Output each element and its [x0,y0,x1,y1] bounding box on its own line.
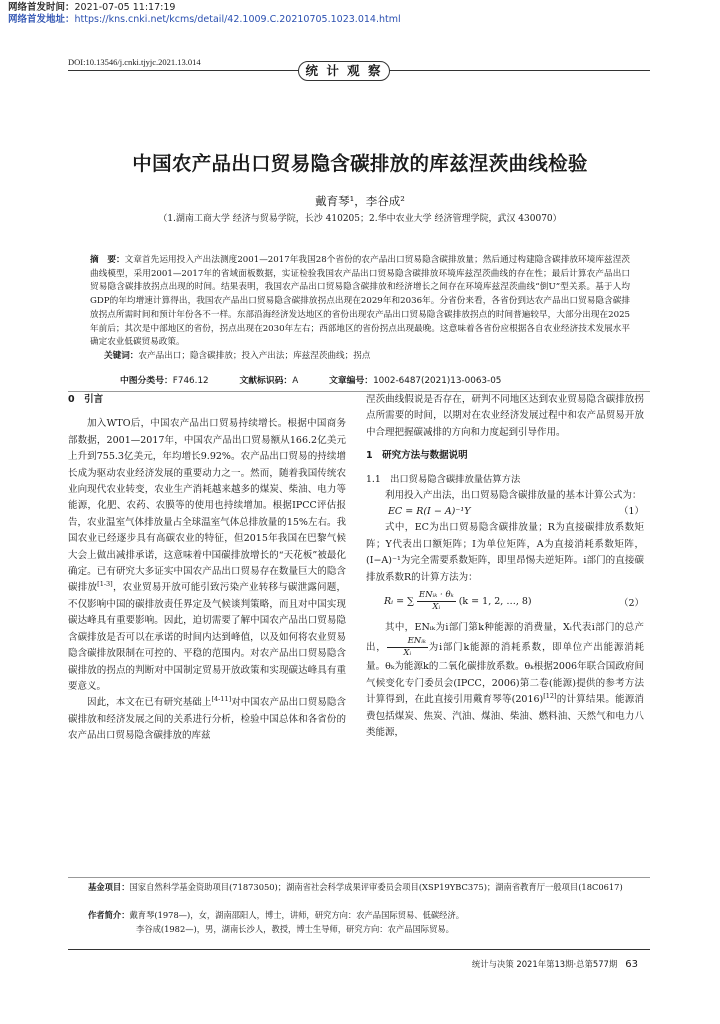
keywords [90,350,630,364]
equation-2-denominator: Xᵢ [432,602,441,613]
keywords-text: 农产品出口；隐含碳排放；投入产出法；库兹涅茨曲线；拐点 [138,350,371,361]
abstract-text: 文章首先运用投入产出法测度2001—2017年我国28个省份的农产品出口贸易隐含碳排放量；然后通过构建隐含碳排放环境库兹涅茨曲线模型，采用2001—2017年的省域面板数据，实证检验我国农产品出口贸易隐含碳排放环境库兹涅茨曲线的存在性；最后计算农产品出口贸易隐含碳排放拐点出现的时间。结果表明，我国农产品出口贸易隐含碳排放和经济增长之间存在环境库兹涅茨曲线“倒U”型关系。基于人均GDP的年均增速计算得出，我国农产品出口贸易隐含碳排放拐点出现在2029年和2036年。分省份来看，各省份到达农产品出口贸易隐含碳排放拐点所需时间和预计年份各不一样。东部沿海经济发达地区的省份出现农产品出口贸易隐含碳排放拐点的时间普遍较早，大部分出现在2025年前后；其次是中部地区的省份，拐点出现在2030年左右；西部地区的省份拐点出现最晚。这意味着各省份应根据各自农业经济技术发展水平确定农业低碳贸易政策。 [90,255,630,348]
publish-time-value: 2021-07-05 11:17:19 [74,2,176,13]
classification-line [120,373,509,386]
citation: [4-11] [211,695,232,704]
fund-footnote [88,880,648,894]
intro-p2-end: 对中国农产品出口贸易隐含碳排放和经济发展之间的关系进行分析，检验中国总体和各省份的农产品出口贸易隐含碳排放的库兹 [68,697,346,742]
article-no-value: 1002-6487(2021)13-0063-05 [373,376,502,386]
equation-2-range: (k = 1, 2, …, 8) [458,596,532,608]
method-p3-a: 其中，ENᵢₖ为i部门第k种能源的消费量，Xᵢ代表i部门的总产出， [366,622,644,654]
method-paragraph-3 [366,620,644,741]
fund-label: 基金项目： [88,882,130,892]
doc-code-value: A [292,376,299,386]
equation-2-expr [384,590,532,613]
inline-fraction-numerator: ENᵢₖ [387,636,428,648]
citation: [1-3] [97,580,113,589]
inline-fraction-denominator: Xᵢ [403,648,412,659]
author-2-bio: 李谷成(1982—)，男，湖南长沙人，教授，博士生导师，研究方向：农产品国际贸易。 [136,924,454,934]
equation-2-number: （2） [618,598,644,610]
method-paragraph-1: 利用投入产出法，出口贸易隐含碳排放量的基本计算公式为： [385,490,642,502]
keywords-label: 关键词： [104,350,139,361]
article-title: 中国农产品出口贸易隐含碳排放的库兹涅茨曲线检验 [132,152,588,175]
abstract-label: 摘 要： [90,255,125,265]
intro-paragraph-2 [68,695,346,744]
article-no-label: 文章编号： [329,376,374,386]
column-tag: 统 计 观 察 [298,61,390,81]
doi: DOI:10.13546/j.cnki.tjyjc.2021.13.014 [68,57,201,67]
article-affiliations: （1.湖南工商大学 经济与贸易学院，长沙 410205；2.华中农业大学 经济管理学院，武汉 430070） [158,214,562,224]
section-1-heading: 1 研究方法与数据说明 [366,450,468,462]
publish-time-label: 网络首发时间： [8,2,75,13]
doc-code-label: 文献标识码： [239,376,293,386]
right-column [366,392,644,742]
method-p3-b: 为i部门k能源的消耗系数，即单位产出能源消耗量。θₖ为能源k的二氧化碳排放系数。θₖ根据2006年联合国政府间气候变化专门委员会(IPCC，2006)第二卷(能源)提供的参考方法计算得到，在此直接引用戴育琴等(2016) [366,642,644,706]
clc-value: F746.12 [172,376,209,386]
author-label: 作者简介： [88,910,130,920]
article-authors: 戴育琴¹，李谷成² [315,194,405,208]
citation: [12] [543,692,557,701]
footer-rule [68,949,650,950]
section-1-1-heading: 1.1 出口贸易隐含碳排放量估算方法 [366,473,521,485]
equation-2-lhs: Rᵢ = ∑ [384,596,414,608]
method-p3-c: 的计算结果。能源消费包括煤炭、焦炭、汽油、煤油、柴油、燃料油、天然气和电力八类能源， [366,694,644,739]
equation-2-numerator: ENᵢₖ · θₖ [418,590,454,601]
method-paragraph-2: 式中，EC为出口贸易隐含碳排放量；R为直接碳排放系数矩阵；Y代表出口额矩阵；I为单位矩阵，A为直接消耗系数矩阵，(I−A)⁻¹为完全需要系数矩阵，即里昂惕夫逆矩阵。i部门的直接碳排放系数R的计算方法为： [366,522,644,583]
author-1-bio: 戴育琴(1978—)，女，湖南邵阳人，博士，讲师，研究方向：农产品国际贸易、低碳经济。 [129,910,465,920]
publish-url-link[interactable]: https://kns.cnki.net/kcms/detail/42.1009.C.20210705.1023.014.html [74,14,401,25]
equation-2-fraction [417,590,456,613]
section-0-heading: 0 引言 [68,394,104,405]
intro-continuation: 涅茨曲线假说是否存在，研判不同地区达到农业贸易隐含碳排放拐点所需要的时间，以期对在农业经济发展过程中和农产品贸易开放中合理把握碳减排的方向和力度起到引导作用。 [366,394,644,438]
author-footnote [88,908,648,922]
journal-issue: 统计与决策 2021年第13期·总第577期 [471,959,618,969]
intro-p2-text: 因此，本文在已有研究基础上 [87,697,212,709]
publication-info [8,2,401,26]
page-footer [472,958,638,970]
clc-label: 中图分类号： [120,376,173,386]
inline-fraction [387,636,428,659]
intro-paragraph-1 [68,416,346,695]
equation-1-number: （1） [618,506,644,518]
equation-1 [366,504,644,520]
equation-2 [366,588,644,618]
intro-p1-end: ，农业贸易开放可能引致污染产业转移与碳泄露问题，不仅影响中国的碳排放责任界定及气候谈判策略，而且对中国实现碳达峰具有重要影响。因此，迫切需要了解中国农产品出口贸易隐含碳排放是否可以在承诺的时间内达到峰值，以及如何将农业贸易隐含碳排放限制在可控的、平稳的范围内。对农产品出口贸易隐含碳排放的拐点的判断对中国制定贸易开放政策和实现碳达峰具有重要意义。 [68,582,346,692]
left-column [68,392,346,745]
fund-text: 国家自然科学基金资助项目(71873050)；湖南省社会科学成果评审委员会项目(XSP19YBC375)；湖南省教育厅一般项目(18C0617) [129,882,623,892]
abstract-body [90,254,630,350]
author-footnote-2 [88,922,648,936]
page-number: 63 [625,959,638,970]
equation-1-expr: EC = R(I − A)⁻¹Y [388,506,471,518]
intro-p1-text: 加入WTO后，中国农产品出口贸易持续增长。根据中国商务部数据，2001—2017年，中国农产品出口贸易额从166.2亿美元上升到755.3亿美元，年均增长9.92%。农产品出口贸易的持续增长成为驱动农业经济发展的重要动力之一。然而，随着我国传统农业向现代农业转变，农业生产消耗越来越多的煤炭、柴油、电力等能源，化肥、农药、农膜等的使用也持续增加。根据IPCC评估报告，农业温室气体排放量占全球温室气体总排放量的15%左右。我国农业已经逐步具有高碳农业的特征，但2015年我国在巴黎气候大会上做出减排承诺，这意味着中国碳排放增长的“天花板”被最化确定。已有研究大多证实中国农产品出口贸易存在数量巨大的隐含碳排放 [68,418,346,594]
abstract [90,254,630,364]
publish-url-label: 网络首发地址： [8,14,75,25]
footnote-rule [68,877,650,878]
